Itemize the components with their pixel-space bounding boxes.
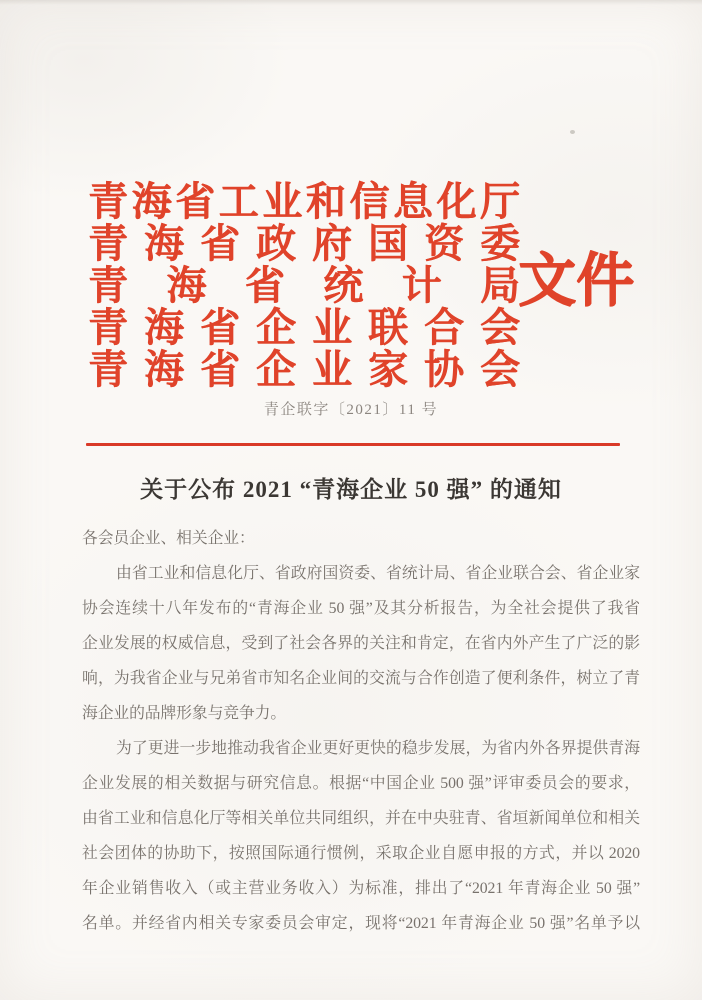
body-line: 为了更进一步地推动我省企业更好更快的稳步发展，为省内外各界提供青海	[116, 740, 640, 757]
body-line: 海企业的品牌形象与竞争力。	[82, 705, 287, 722]
red-divider-rule	[86, 443, 620, 446]
agency-name-sasac: 青海省政府国资委	[88, 221, 520, 266]
document-title: 关于公布 2021 “青海企业 50 强” 的通知	[140, 477, 562, 502]
letterhead	[88, 181, 520, 391]
body-line: 由省工业和信息化厅、省政府国资委、省统计局、省企业联合会、省企业家	[116, 565, 640, 582]
body-line: 响，为我省企业与兄弟省市知名企业间的交流与合作创造了便利条件，树立了青	[82, 670, 640, 687]
body-line: 年企业销售收入（或主营业务收入）为标准，排出了“2021 年青海企业 50 强”	[82, 880, 640, 897]
body-line: 名单。并经省内相关专家委员会审定，现将“2021 年青海企业 50 强”名单予以	[82, 915, 640, 932]
agency-name-entrepreneurs-association: 青海省企业家协会	[88, 347, 520, 392]
body-line: 社会团体的协助下，按照国际通行惯例，采取企业自愿申报的方式，并以 2020	[82, 845, 640, 862]
document-word: 文件	[518, 248, 635, 313]
body-line: 由省工业和信息化厅等相关单位共同组织，并在中央驻青、省垣新闻单位和相关	[82, 810, 640, 827]
agency-name-industry-it: 青海省工业和信息化厅	[88, 179, 520, 224]
body-line: 协会连续十八年发布的“青海企业 50 强”及其分析报告，为全社会提供了我省	[82, 600, 640, 617]
body-line: 企业发展的相关数据与研究信息。根据“中国企业 500 强”评审委员会的要求，	[82, 775, 640, 792]
salutation-line: 各会员企业、相关企业：	[82, 530, 255, 547]
agency-name-statistics-bureau: 青海省统计局	[88, 263, 520, 308]
document-body	[82, 521, 640, 941]
body-line: 企业发展的权威信息，受到了社会各界的关注和肯定，在省内外产生了广泛的影	[82, 635, 640, 652]
scan-artifact-speck	[570, 130, 575, 134]
agency-name-enterprise-confederation: 青海省企业联合会	[88, 305, 520, 350]
document-reference-number: 青企联字〔2021〕11 号	[263, 402, 439, 418]
